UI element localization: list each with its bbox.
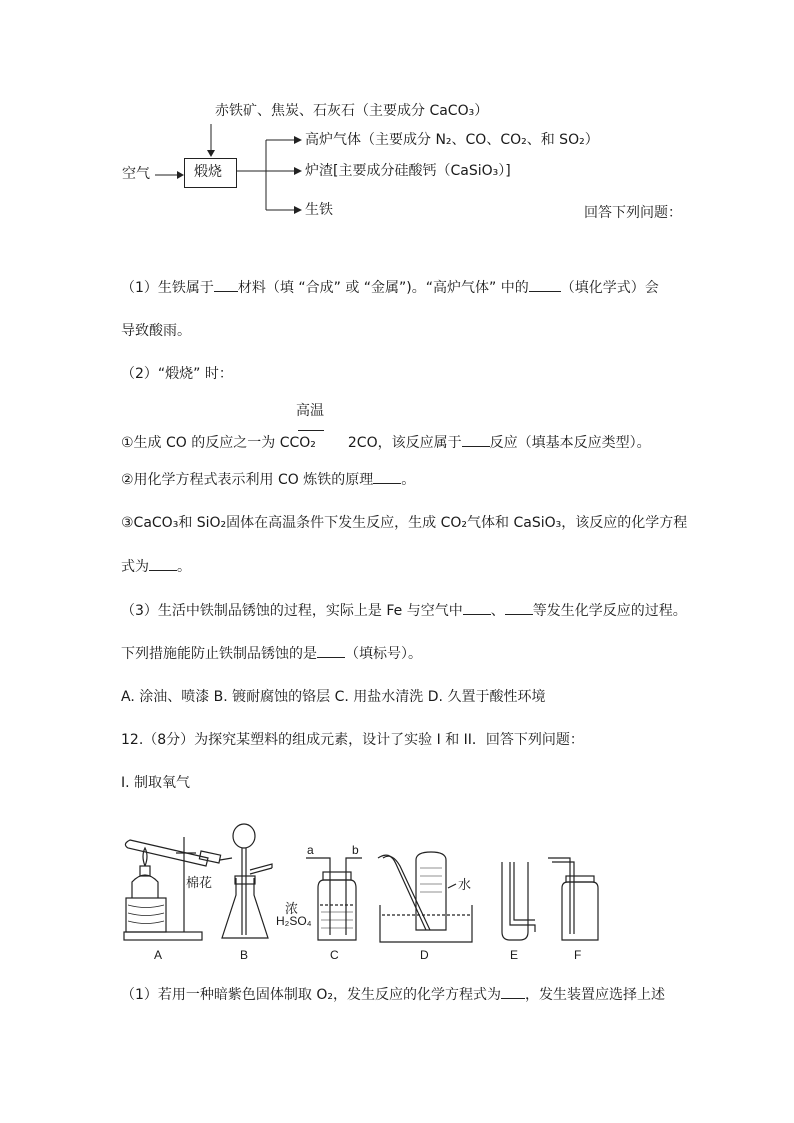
- q2-line1: ①生成 CO 的反应之一为 CCO₂ 2CO，该反应属于 反应（填基本反应类型）。: [121, 432, 651, 453]
- q2-line4: 式为 。: [121, 556, 191, 577]
- apparatus-d: [378, 852, 472, 942]
- flow-air-label: 空气: [122, 166, 150, 182]
- q1-line2: 导致酸雨。: [121, 323, 191, 339]
- cotton-label: 棉花: [186, 875, 213, 890]
- q3-line1: （3）生活中铁制品锈蚀的过程，实际上是 Fe 与空气中 、 等发生化学反应的过程。: [121, 600, 687, 621]
- conc-label: 浓: [285, 901, 299, 916]
- apparatus-d-label: D: [420, 948, 429, 962]
- q12-title: 12.（8分）为探究某塑料的组成元素，设计了实验 I 和 II．回答下列问题：: [121, 732, 584, 748]
- furnace-label: 煅烧: [194, 164, 222, 180]
- apparatus-c: [306, 858, 362, 940]
- flow-inputs: 赤铁矿、焦炭、石灰石（主要成分 CaCO₃）: [215, 103, 489, 119]
- apparatus-f: [548, 858, 598, 940]
- flow-output-iron: 生铁: [305, 202, 333, 218]
- flow-output-gas: 高炉气体（主要成分 N₂、CO、CO₂、和 SO₂）: [305, 132, 599, 148]
- answer-prompt: 回答下列问题：: [584, 205, 682, 221]
- reaction-condition: 高温: [296, 403, 324, 419]
- apparatus-e: [502, 862, 535, 940]
- q3-options: A. 涂油、喷漆 B. 镀耐腐蚀的铬层 C. 用盐水清洗 D. 久置于酸性环境: [121, 689, 546, 705]
- q2-line2: ②用化学方程式表示利用 CO 炼铁的原理 。: [121, 469, 415, 490]
- apparatus-f-label: F: [574, 948, 582, 962]
- apparatus-e-label: E: [510, 948, 519, 962]
- apparatus-c-label: C: [330, 948, 339, 962]
- q3-line2: 下列措施能防止铁制品锈蚀的是 （填标号）。: [121, 643, 422, 664]
- water-label: 水: [458, 877, 472, 892]
- answer-blank[interactable]: [501, 984, 525, 999]
- apparatus-a-label: A: [154, 948, 163, 962]
- acid-label: H₂SO₄: [276, 914, 312, 928]
- q12-line1: （1）若用一种暗紫色固体制取 O₂，发生反应的化学方程式为 ，发生装置应选择上述: [121, 984, 665, 1005]
- flow-output-slag: 炉渣[主要成分硅酸钙（CaSiO₃）]: [305, 163, 511, 179]
- apparatus-b-label: B: [240, 948, 249, 962]
- q12-subheading: I. 制取氧气: [121, 775, 191, 791]
- apparatus-b: [222, 824, 272, 938]
- apparatus-a: [124, 837, 232, 940]
- q1-line1: （1）生铁属于 材料（填 “合成” 或 “金属”)。“高炉气体” 中的 （填化学式）会: [121, 277, 659, 298]
- tube-b-label: b: [352, 843, 359, 857]
- q2-heading: （2）“煅烧” 时：: [121, 366, 233, 382]
- tube-a-label: a: [307, 843, 314, 857]
- q2-line3: ③CaCO₃和 SiO₂固体在高温条件下发生反应，生成 CO₂气体和 CaSiO₃，该反应的化学方程: [121, 515, 688, 531]
